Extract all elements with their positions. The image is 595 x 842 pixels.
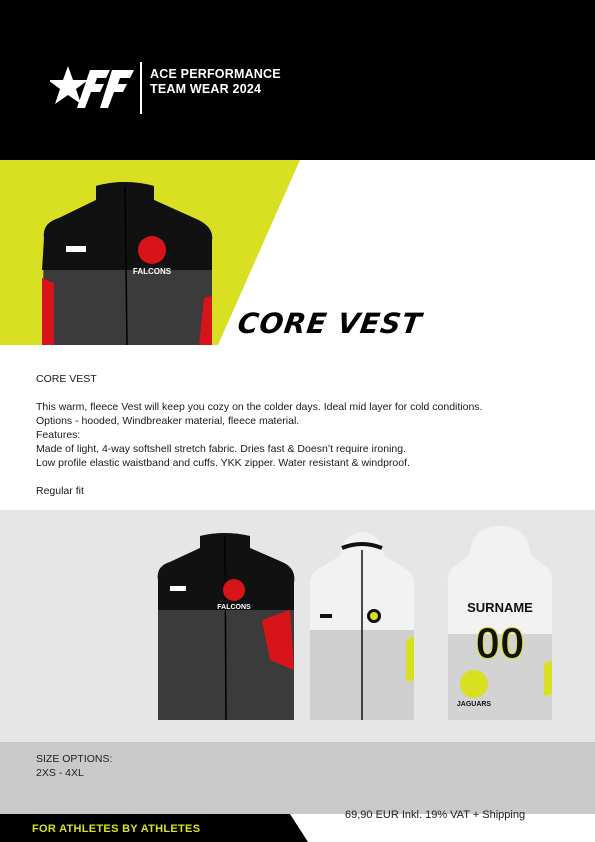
jaguars-badge: JAGUARS bbox=[456, 701, 492, 708]
gallery-vest-falcons bbox=[150, 530, 302, 728]
gallery-vest-white-back bbox=[440, 524, 560, 728]
size-options-title: SIZE OPTIONS: bbox=[36, 753, 113, 765]
brand-title bbox=[150, 67, 281, 97]
product-description bbox=[36, 372, 576, 498]
size-options bbox=[0, 742, 595, 814]
product-gallery bbox=[0, 510, 595, 742]
logo-divider bbox=[140, 62, 142, 114]
product-title: CORE VEST bbox=[235, 307, 425, 340]
hero-section bbox=[0, 160, 595, 345]
hero-vest-image bbox=[34, 178, 229, 345]
gallery-vest-white-front bbox=[302, 530, 422, 728]
hero-falcons-badge: FALCONS bbox=[132, 267, 172, 276]
brand-line-1: ACE PERFORMANCE bbox=[150, 67, 281, 81]
fit-text: Regular fit bbox=[36, 485, 84, 497]
price-text: 69,90 EUR Inkl. 19% VAT + Shipping bbox=[345, 809, 526, 821]
feature-line-1: Made of light, 4-way softshell stretch fabric. Dries fast & Doesn’t require ironing. bbox=[36, 443, 406, 455]
jersey-surname: SURNAME bbox=[467, 600, 533, 615]
product-name: CORE VEST bbox=[36, 373, 97, 385]
gallery-falcons-badge: FALCONS bbox=[217, 604, 251, 611]
features-label: Features: bbox=[36, 429, 81, 441]
description-line-2: Options - hooded, Windbreaker material, fleece material. bbox=[36, 415, 300, 427]
brand-logo-icon bbox=[50, 62, 136, 116]
footer-tagline: FOR ATHLETES BY ATHLETES bbox=[32, 823, 201, 835]
feature-line-2: Low profile elastic waistband and cuffs. YKK zipper. Water resistant & windproof. bbox=[36, 457, 410, 469]
header-banner bbox=[0, 0, 595, 160]
brand-line-2: TEAM WEAR 2024 bbox=[150, 82, 262, 96]
jersey-number: 00 bbox=[475, 619, 525, 668]
description-line-1: This warm, fleece Vest will keep you cozy on the colder days. Ideal mid layer for cold conditions. bbox=[36, 401, 483, 413]
size-range: 2XS - 4XL bbox=[36, 767, 84, 779]
